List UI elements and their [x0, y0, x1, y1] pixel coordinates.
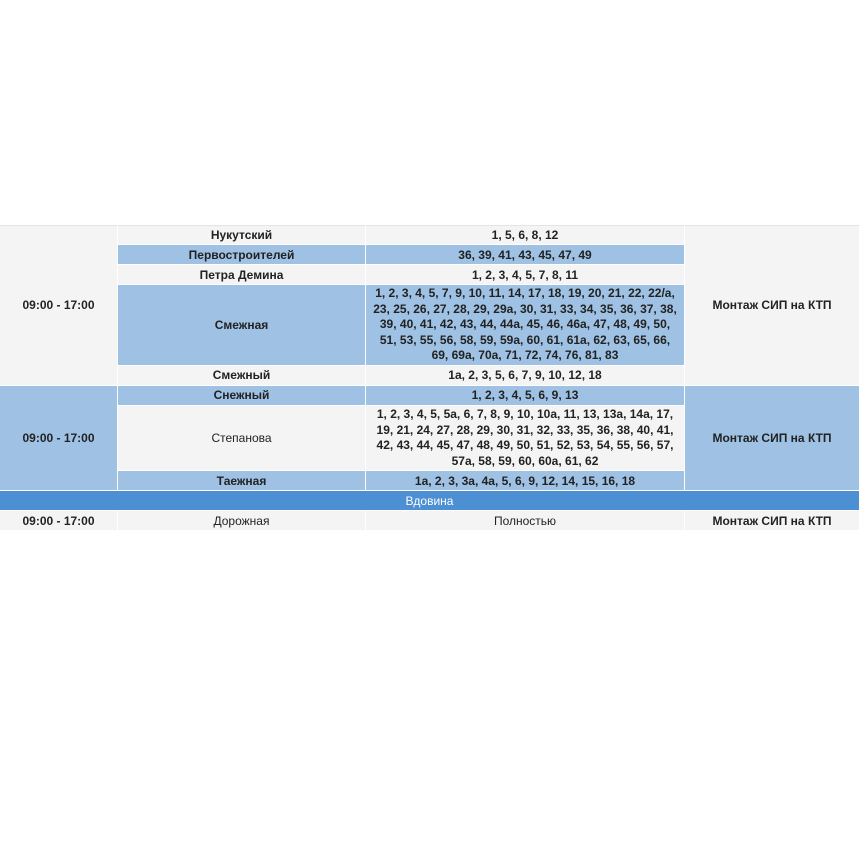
street-cell: Дорожная	[118, 511, 366, 531]
houses-cell: 1, 2, 3, 4, 5, 6, 9, 13	[366, 386, 685, 406]
time-cell: 09:00 - 17:00	[0, 386, 118, 491]
section-title: Вдовина	[0, 491, 860, 511]
street-cell: Нукутский	[118, 225, 366, 245]
street-cell: Степанова	[118, 406, 366, 471]
street-cell: Смежная	[118, 285, 366, 366]
houses-cell: 1, 5, 6, 8, 12	[366, 225, 685, 245]
street-cell: Первостроителей	[118, 245, 366, 265]
street-cell: Смежный	[118, 366, 366, 386]
street-cell: Таежная	[118, 471, 366, 491]
houses-cell: 1а, 2, 3, 5, 6, 7, 9, 10, 12, 18	[366, 366, 685, 386]
work-cell: Монтаж СИП на КТП	[685, 225, 860, 386]
street-cell: Снежный	[118, 386, 366, 406]
houses-cell: 1а, 2, 3, 3а, 4а, 5, 6, 9, 12, 14, 15, 16, 18	[366, 471, 685, 491]
table-row	[0, 386, 860, 406]
outage-schedule-table	[0, 225, 860, 531]
houses-cell: 1, 2, 3, 4, 5, 7, 8, 11	[366, 265, 685, 285]
time-cell: 09:00 - 17:00	[0, 225, 118, 386]
table-row	[0, 225, 860, 245]
work-cell: Монтаж СИП на КТП	[685, 386, 860, 491]
houses-cell: Полностью	[366, 511, 685, 531]
work-cell: Монтаж СИП на КТП	[685, 511, 860, 531]
houses-cell: 1, 2, 3, 4, 5, 5а, 6, 7, 8, 9, 10, 10а, 11, 13, 13а, 14а, 17, 19, 21, 24, 27, 28, 29, 30, 31, 32, 33, 35, 36, 38, 40, 41, 42, 43, 44, 45, 47, 48, 49, 50, 51, 52, 53, 54, 55, 56, 57, 57а, 58, 59, 60, 60а, 61, 62	[366, 406, 685, 471]
table-row	[0, 511, 860, 531]
time-cell: 09:00 - 17:00	[0, 511, 118, 531]
houses-cell: 36, 39, 41, 43, 45, 47, 49	[366, 245, 685, 265]
section-header-row	[0, 491, 860, 511]
houses-cell: 1, 2, 3, 4, 5, 7, 9, 10, 11, 14, 17, 18, 19, 20, 21, 22, 22/а, 23, 25, 26, 27, 28, 29, 29а, 30, 31, 33, 34, 35, 36, 37, 38, 39, 40, 41, 42, 43, 44, 44а, 45, 46, 46а, 47, 48, 49, 50, 51, 53, 55, 56, 58, 59, 59а, 60, 61, 61а, 62, 63, 65, 66, 69, 69а, 70а, 71, 72, 74, 76, 81, 83	[366, 285, 685, 366]
street-cell: Петра Демина	[118, 265, 366, 285]
